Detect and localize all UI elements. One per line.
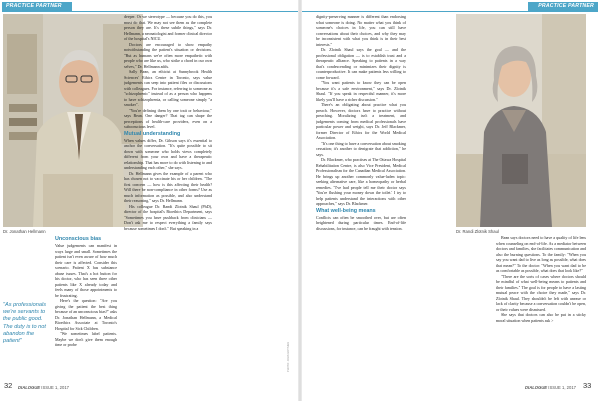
column-1 xyxy=(55,235,117,385)
col4-para-3: She says that doctors can also be put in a sticky moral situation when patients ask > xyxy=(496,312,586,323)
caption-left-photo: Dr. Jonathan Hellmann xyxy=(3,229,46,234)
col2-para-1: deeper. Or we stereotype — because you do this, you must do that. We may not see them as the complete person they are. It's these subtle things," says Dr. Hellmann, a neonatologist and former clinical director of the hospital's NICU. xyxy=(124,14,212,41)
folio-left xyxy=(18,385,69,390)
issue-right: ISSUE 1, 2017 xyxy=(548,385,576,390)
col1-para-2: Here's the question: "Are you giving the patient the best thing because of an unconscious bias?" asks Dr. Jonathan Hellmann, a Medical Bioethics Associate at Toronto's Hospital for Sick Children. xyxy=(55,298,117,331)
page-number-right: 33 xyxy=(583,381,592,390)
page-number-left: 32 xyxy=(4,381,13,390)
photo-jonathan-hellmann xyxy=(3,14,143,227)
portrait-man-image xyxy=(3,14,143,227)
subhead-mutual-understanding: Mutual understanding xyxy=(124,130,181,137)
col3-para-3: "You want patients to know they can be open because it's a safe environment," says Dr. Zlotnik Shaul. "If you speak in respectful manner, it's more likely you'll have a richer discussion." xyxy=(316,80,406,102)
publication-name-right: DIALOGUE xyxy=(525,385,548,390)
section-tab-left: PRACTICE PARTNER xyxy=(2,2,72,11)
col3-para-5: "It's one thing to have a conversation about smoking cessation; it's another to denigrate that addiction," he says. xyxy=(316,140,406,157)
column-2 xyxy=(124,14,212,380)
col2-para-2: Doctors are encouraged to show empathy notwithstanding the patient's situation or decisions. "But as humans we're often more empathetic with people who are like us, who strike a chord in our own selves," Dr. Hellmann adds. xyxy=(124,41,212,69)
col4-para-2: "There are the sorts of cases where doctors should be mindful of what well-being means to patients and their families." The goal is for people to have a lasting mutual peace with the choice they made," says Dr. Zlotnik Shaul. They shouldn't be left with unease or lack of clarity because a conversation couldn't be open, or their values were dismissed. xyxy=(496,273,586,312)
folio-right xyxy=(525,385,576,390)
col3-para-1: dignity-preserving manner is different than endorsing what someone is doing. No matter what you think of someone's choices in life, you can still have conversations about their choices, and why they may be inconsistent with what you think is in their best interests." xyxy=(316,14,406,47)
col2-para-4: "You're defining them by one trait or behaviour," says Bean. One danger? That tag can shape the perceptions of health-care providers, even on a subconscious level. xyxy=(124,107,212,129)
caption-right-photo: Dr. Randi Zlotnik Shaul xyxy=(456,229,499,234)
pull-quote: "As professionals we're servants to the public good. The duty is to not abandon the patient" xyxy=(3,302,47,345)
col2-para-3: Sally Bean, an ethicist at Sunnybrook Health Sciences' Ethics Centre in Toronto, says value judgements can seep into patient files or discussions with colleagues. For instance, referring to someone as "schizophrenic" instead of as a person who happens to have schizophrenia, or calling someone simply "a smoker". xyxy=(124,69,212,107)
publication-name-left: DIALOGUE xyxy=(18,385,41,390)
photo-credit: PHOTO: JOHN HRYNIUK xyxy=(287,341,290,372)
spine-gutter xyxy=(298,0,302,401)
col1-para-1: Value judgements can manifest in ways large and small. Sometimes the patient isn't even aware of how much their care is affected. Consider this scenario. Patient X has substance abuse issues. That's a hot button for his doctor, who has seen three other patients like X already today and feels many of those appointments to be frustrating. xyxy=(55,243,117,298)
column-3 xyxy=(316,14,406,380)
issue-left: ISSUE 1, 2017 xyxy=(41,385,69,390)
subhead-what-well-being-means: What well-being means xyxy=(316,207,376,214)
col3-para-6: Dr. Blackmer, who practises at The Ottawa Hospital Rehabilitation Centre, is also Vice President, Medical Professionalism for the Canadian Medical Association. He brings up another commonly value-laden topic: seeking alternative care, like a homeopathy or herbal remedies. "I've had people tell me their doctor says 'You're flushing your money down the toilet.' I try to help patients understand the interactions with other approaches," says Dr. Blackmer. xyxy=(316,157,406,206)
header-rule-right xyxy=(302,11,598,12)
col3-para-7: Conflicts can often be smoothed over, but are often heightened during particular times. End-of-life discussions, for instance, can be fraught with tension. xyxy=(316,214,406,231)
col4-para-1: Bean says doctors need to have a quality of life lens when counseling on end-of-life. As a mediator between doctors and families, she facilitates communication and also the burning questions. To the family: "When you say you want dad to live as long as possible, what does that mean?" To the doctor: "When you want dad to be as comfortable as possible, what does that look like?" xyxy=(496,235,586,273)
section-tab-right: PRACTICE PARTNER xyxy=(528,2,598,11)
subhead-unconscious-bias: Unconscious bias xyxy=(55,236,102,242)
portrait-woman-image xyxy=(456,14,586,227)
column-4 xyxy=(496,235,586,381)
photo-randi-zlotnik-shaul xyxy=(456,14,586,227)
header-rule-left xyxy=(2,11,298,12)
col3-para-4: There's an obligating about practice what you preach. However, doctors have to practice without preaching. Moralizing isn't a treatment, and judgements coming from medical professionals have particular power and weight, says Dr. Jeff Blackmer, former Director of Ethics for the World Medical Association. xyxy=(316,102,406,140)
col3-para-2: Dr. Zlotnik Shaul says the goal — and the professional obligation — is to establish trust and a therapeutic alliance. Speaking to patients in a way that's condescending or minimizes their dignity is counterproductive. It can make patients less willing to come forward. xyxy=(316,47,406,80)
col2-para-7: His colleague Dr. Randi Zlotnik Shaul (PhD), director of the hospital's Bioethics Department, says "Sometimes you have pushback from clinicians — Don't ask me to respect everything a family says because sometimes I don't." But speaking in a xyxy=(124,203,212,231)
col2-para-6: Dr. Hellmann gives the example of a parent who has chosen not to vaccinate his or her children. "The first concern — how is this affecting their health? Will there be non-compliance in other forms? Use as much information as possible, and also understand their reasoning," says Dr. Hellmann. xyxy=(124,170,212,203)
col2-para-5: When values differ, Dr. Gibson says it's essential to anchor the conversation. "It's quite possible to sit down with someone who holds views completely different from your own and have a therapeutic relationship. That has more to do with listening to and understanding each other," she says. xyxy=(124,137,212,170)
col1-para-3: "We sometimes label patients. Maybe we don't give them enough time or probe xyxy=(55,331,117,347)
